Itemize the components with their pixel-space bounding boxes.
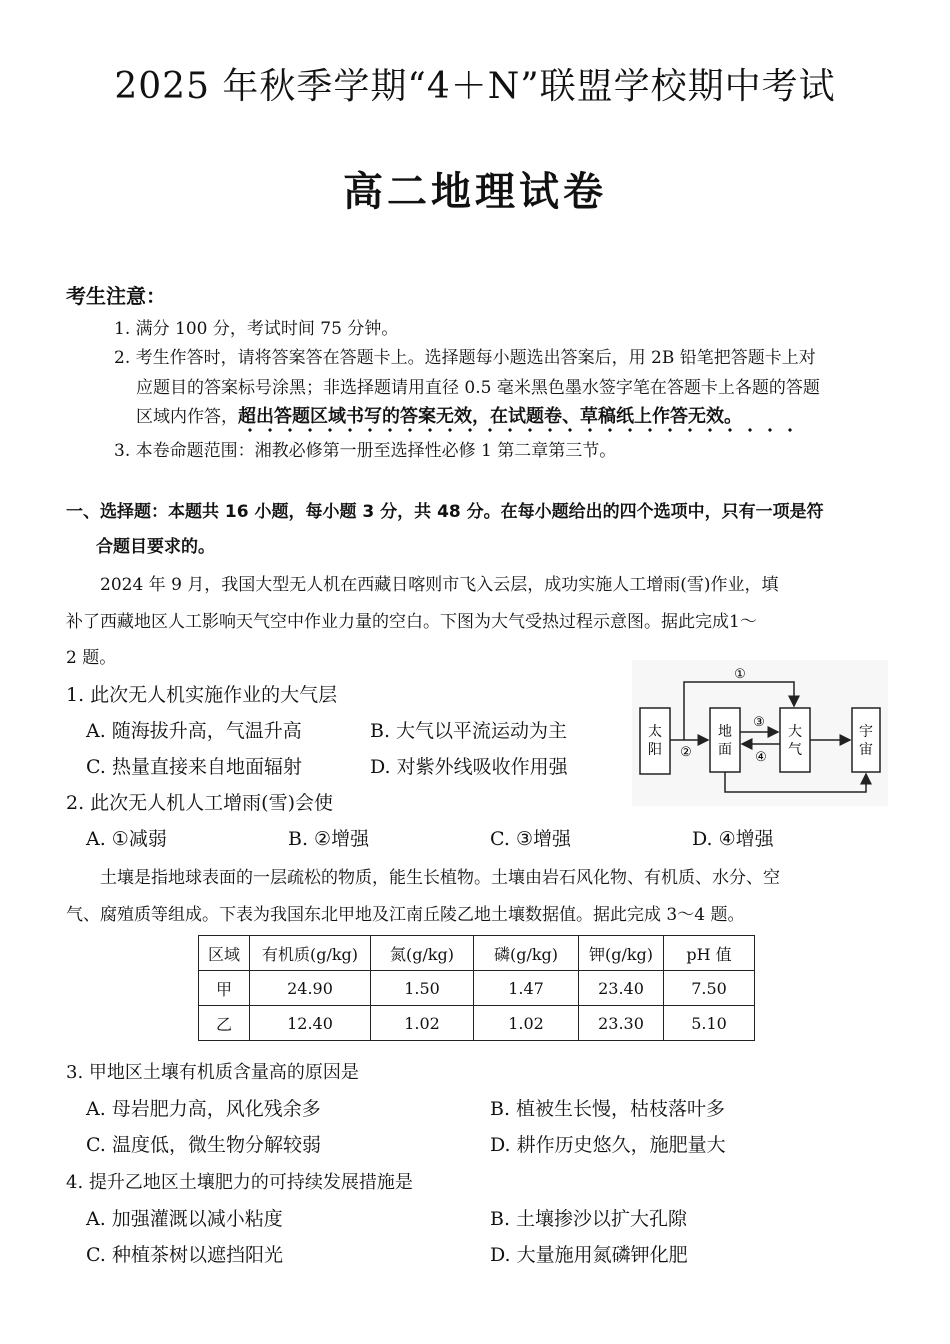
- table-header-cell: 有机质(g/kg): [250, 936, 371, 971]
- table-cell: 1.50: [371, 971, 474, 1006]
- ground-label-2: 面: [718, 742, 732, 758]
- q1-option-c: C. 热量直接来自地面辐射: [86, 756, 302, 778]
- table-cell: 1.47: [474, 971, 579, 1006]
- atmosphere-label-2: 气: [788, 742, 802, 758]
- exam-title: 2025 年秋季学期“4＋N”联盟学校期中考试: [114, 66, 836, 107]
- arrow-1-label: ①: [734, 667, 746, 682]
- table-cell: 1.02: [371, 1006, 474, 1041]
- q3-option-d: D. 耕作历史悠久，施肥量大: [490, 1134, 726, 1156]
- table-cell: 5.10: [664, 1006, 755, 1041]
- q2-option-d: D. ④增强: [692, 828, 774, 850]
- passage1-line2: 补了西藏地区人工影响天气空中作业力量的空白。下图为大气受热过程示意图。据此完成1～: [66, 612, 757, 632]
- table-cell: 1.02: [474, 1006, 579, 1041]
- q3-option-b: B. 植被生长慢，枯枝落叶多: [490, 1098, 726, 1120]
- table-header-cell: 区域: [199, 936, 250, 971]
- notice-heading: 考生注意：: [66, 284, 166, 308]
- notice-item-2-line1: 2. 考生作答时，请将答案答在答题卡上。选择题每小题选出答案后，用 2B 铅笔把答题卡上对: [114, 348, 816, 368]
- q2-option-a: A. ①减弱: [86, 828, 167, 850]
- passage1-line1: 2024 年 9 月，我国大型无人机在西藏日喀则市飞入云层，成功实施人工增雨(雪)作业，填: [100, 575, 779, 595]
- q1-option-a: A. 随海拔升高，气温升高: [86, 720, 302, 742]
- table-cell: 乙: [199, 1006, 250, 1041]
- arrow-3-label: ③: [753, 715, 765, 730]
- q4-option-c: C. 种植茶树以遮挡阳光: [86, 1244, 283, 1266]
- table-header-cell: pH 值: [664, 936, 755, 971]
- soil-data-table: [198, 935, 755, 1041]
- q4-option-b: B. 土壤掺沙以扩大孔隙: [490, 1208, 688, 1230]
- ground-label-1: 地: [718, 724, 732, 740]
- table-header-cell: 磷(g/kg): [474, 936, 579, 971]
- q4-option-d: D. 大量施用氮磷钾化肥: [490, 1244, 688, 1266]
- section1-heading-line2: 合题目要求的。: [96, 537, 215, 557]
- arrow-2-label: ②: [680, 745, 692, 760]
- atmosphere-label-1: 大: [788, 724, 802, 740]
- section1-heading-line1: 一、选择题：本题共 16 小题，每小题 3 分，共 48 分。在每小题给出的四个选项中，只有一项是符: [66, 502, 824, 522]
- q3-option-c: C. 温度低，微生物分解较弱: [86, 1134, 321, 1156]
- table-cell: 23.30: [579, 1006, 664, 1041]
- space-box: [852, 708, 880, 772]
- atmosphere-heating-diagram: [632, 660, 888, 806]
- q4-option-a: A. 加强灌溉以减小粘度: [86, 1208, 283, 1230]
- table-cell: 24.90: [250, 971, 371, 1006]
- q4-stem: 4. 提升乙地区土壤肥力的可持续发展措施是: [66, 1172, 413, 1193]
- space-label-1: 宇: [859, 724, 873, 740]
- q1-option-b: B. 大气以平流运动为主: [370, 720, 568, 742]
- notice-item-2-line2: 应题目的答案标号涂黑；非选择题请用直径 0.5 毫米黑色墨水签字笔在答题卡上各题的答题: [136, 378, 820, 398]
- paper-title: 高二地理试卷: [343, 169, 607, 215]
- table-header-cell: 氮(g/kg): [371, 936, 474, 971]
- q1-option-d: D. 对紫外线吸收作用强: [370, 756, 568, 778]
- table-header-cell: 钾(g/kg): [579, 936, 664, 971]
- sun-label-1: 太: [648, 724, 662, 740]
- table-row: [199, 971, 755, 1006]
- notice-item-2-line3-prefix: 区域内作答，: [136, 407, 238, 427]
- table-cell: 12.40: [250, 1006, 371, 1041]
- table-cell: 7.50: [664, 971, 755, 1006]
- notice-item-2-line3: [136, 402, 742, 428]
- sun-box: [640, 708, 670, 774]
- q2-option-c: C. ③增强: [490, 828, 571, 850]
- table-header-row: [199, 936, 755, 971]
- passage1-line3: 2 题。: [66, 648, 117, 668]
- q2-option-b: B. ②增强: [288, 828, 370, 850]
- notice-item-1: 1. 满分 100 分，考试时间 75 分钟。: [114, 319, 399, 339]
- q2-stem: 2. 此次无人机人工增雨(雪)会使: [66, 792, 333, 814]
- q1-stem: 1. 此次无人机实施作业的大气层: [66, 684, 338, 706]
- q3-stem: 3. 甲地区土壤有机质含量高的原因是: [66, 1062, 359, 1083]
- table-cell: 23.40: [579, 971, 664, 1006]
- space-label-2: 宙: [859, 742, 873, 758]
- table-cell: 甲: [199, 971, 250, 1006]
- passage2-line1: 土壤是指地球表面的一层疏松的物质，能生长植物。土壤由岩石风化物、有机质、水分、空: [100, 868, 780, 888]
- sun-label-2: 阳: [648, 742, 662, 758]
- passage2-line2: 气、腐殖质等组成。下表为我国东北甲地及江南丘陵乙地土壤数据值。据此完成 3～4 题。: [66, 905, 745, 925]
- emphasis-dots: [240, 428, 800, 432]
- arrow-4-label: ④: [755, 750, 767, 765]
- ground-box: [710, 708, 740, 772]
- notice-emphasis: 超出答题区域书写的答案无效，在试题卷、草稿纸上作答无效。: [238, 406, 742, 427]
- table-row: [199, 1006, 755, 1041]
- atmosphere-box: [780, 708, 810, 772]
- notice-item-3: 3. 本卷命题范围：湘教必修第一册至选择性必修 1 第二章第三节。: [114, 441, 617, 461]
- q3-option-a: A. 母岩肥力高，风化残余多: [86, 1098, 321, 1120]
